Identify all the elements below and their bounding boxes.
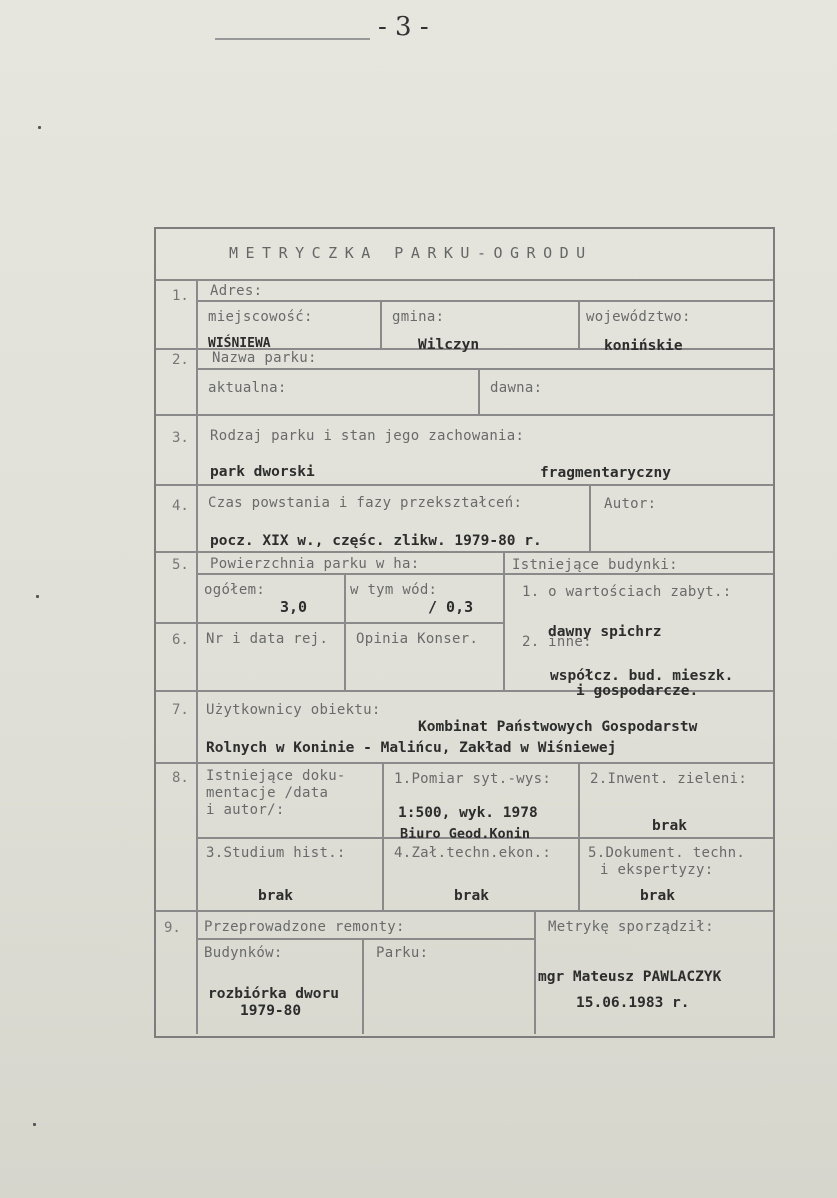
former-name-label: dawna:: [490, 380, 543, 396]
survey-value: 1:500, wyk. 1978: [398, 805, 538, 821]
technical-economic-label: 4.Zał.techn.ekon.:: [394, 845, 552, 861]
section-number: 2.: [172, 352, 189, 368]
documentation-label: mentacje /data: [206, 785, 329, 801]
condition-value: fragmentaryczny: [540, 465, 671, 481]
users-value-line-1: Kombinat Państwowych Gospodarstw: [418, 719, 698, 735]
park-name-label: Nazwa parku:: [212, 350, 317, 366]
documentation-label: Istniejące doku-: [206, 768, 346, 784]
total-area-value: 3,0: [280, 598, 308, 616]
form-title: METRYCZKA PARKU-OGRODU: [229, 244, 593, 262]
row-divider: [156, 622, 503, 624]
row-divider: [156, 910, 773, 912]
margin-mark: [38, 126, 41, 129]
column-divider: [382, 762, 384, 910]
water-area-value: / 0,3: [428, 598, 474, 616]
documentation-label: i autor/:: [206, 802, 285, 818]
author-name: mgr Mateusz PAWLACZYK: [538, 969, 722, 985]
renovations-label: Przeprowadzone remonty:: [204, 919, 405, 935]
technical-documentation-label: 5.Dokument. techn.: [588, 845, 746, 861]
registration-label: Nr i data rej.: [206, 631, 329, 647]
column-divider: [196, 279, 198, 1034]
section-number: 8.: [172, 770, 189, 786]
section-number: 1.: [172, 288, 189, 304]
buildings-label: Istniejące budynki:: [512, 557, 678, 573]
other-buildings-label: 2. inne:: [522, 634, 592, 650]
voivodeship-label: województwo:: [586, 309, 691, 325]
voivodeship-value: konińskie: [604, 338, 683, 354]
technical-documentation-label-2: i ekspertyzy:: [600, 862, 714, 878]
other-buildings-value-2: i gospodarcze.: [576, 683, 699, 699]
technical-documentation-value: brak: [640, 888, 675, 904]
column-divider: [578, 762, 580, 910]
address-label: Adres:: [210, 283, 263, 299]
column-divider: [578, 300, 580, 348]
column-divider: [503, 551, 505, 690]
row-divider: [198, 368, 773, 370]
header-rule: [215, 38, 370, 40]
row-divider: [198, 573, 773, 575]
historic-buildings-value: dawny spichrz: [548, 624, 662, 640]
commune-value: Wilczyn: [418, 337, 480, 353]
author-label: Autor:: [604, 496, 657, 512]
historic-buildings-label: 1. o wartościach zabyt.:: [522, 584, 732, 600]
creation-time-value: pocz. XIX w., częśc. zlikw. 1979-80 r.: [210, 533, 542, 549]
technical-economic-value: brak: [454, 888, 489, 904]
other-buildings-value: współcz. bud. mieszk.: [550, 668, 734, 684]
park-type-value: park dworski: [210, 464, 315, 480]
survey-label: 1.Pomiar syt.-wys:: [394, 771, 552, 787]
row-divider: [156, 279, 773, 281]
column-divider: [344, 573, 346, 690]
row-divider: [156, 551, 773, 553]
historical-study-value: brak: [258, 888, 293, 904]
greenery-inventory-label: 2.Inwent. zieleni:: [590, 771, 748, 787]
greenery-inventory-value: brak: [652, 818, 687, 834]
conservator-opinion-label: Opinia Konser.: [356, 631, 479, 647]
buildings-renovation-value-2: 1979-80: [240, 1003, 302, 1019]
column-divider: [362, 938, 364, 1034]
locality-value: WIŚNIEWA: [208, 336, 271, 351]
margin-mark: [36, 595, 39, 598]
row-divider: [156, 484, 773, 486]
users-label: Użytkownicy obiektu:: [206, 702, 381, 718]
page-number: - 3 -: [378, 12, 429, 42]
row-divider: [198, 300, 773, 302]
row-divider: [198, 938, 534, 940]
row-divider: [156, 762, 773, 764]
section-number: 7.: [172, 702, 189, 718]
commune-label: gmina:: [392, 309, 445, 325]
column-divider: [380, 300, 382, 348]
section-number: 6.: [172, 632, 189, 648]
row-divider: [156, 414, 773, 416]
buildings-renovation-label: Budynków:: [204, 945, 283, 961]
section-number: 5.: [172, 557, 189, 573]
column-divider: [478, 368, 480, 414]
column-divider: [589, 484, 591, 551]
locality-label: miejscowość:: [208, 309, 313, 325]
current-name-label: aktualna:: [208, 380, 287, 396]
total-area-label: ogółem:: [204, 582, 266, 598]
section-number: 3.: [172, 430, 189, 446]
prepared-by-label: Metrykę sporządził:: [548, 919, 714, 935]
survey-value-2: Biuro Geod.Konin: [400, 826, 531, 842]
historical-study-label: 3.Studium hist.:: [206, 845, 346, 861]
section-number: 4.: [172, 498, 189, 514]
margin-mark: [33, 1123, 36, 1126]
users-value-line-2: Rolnych w Koninie - Malińcu, Zakład w Wiśniewej: [206, 740, 617, 756]
water-area-label: w tym wód:: [350, 582, 438, 598]
park-renovation-label: Parku:: [376, 945, 429, 961]
section-number: 9.: [164, 920, 181, 936]
buildings-renovation-value: rozbiórka dworu: [208, 986, 339, 1002]
column-divider: [534, 910, 536, 1034]
area-label: Powierzchnia parku w ha:: [210, 556, 420, 572]
creation-time-label: Czas powstania i fazy przekształceń:: [208, 495, 523, 511]
author-date: 15.06.1983 r.: [576, 995, 690, 1011]
park-type-label: Rodzaj parku i stan jego zachowania:: [210, 428, 525, 444]
